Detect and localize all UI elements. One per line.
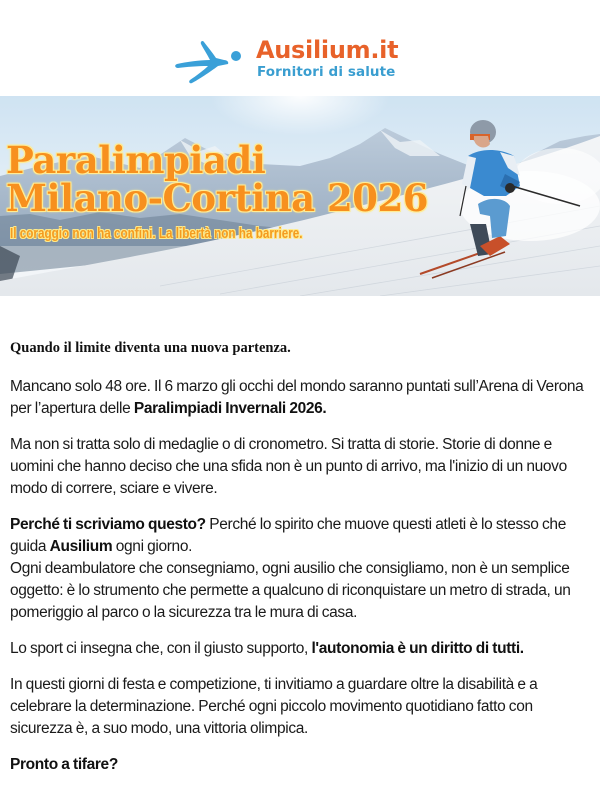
- paragraph-why: Perché ti scriviamo questo? Perché lo spirito che muove questi atleti è lo stesso che guida Ausilium ogni giorno. Ogni deambulatore che consegniamo, ogni ausilio che consigliamo, non è un semplice oggetto: è lo strumento che permette a qualcuno di riconquistare un metro di strada, un pomeriggio al parco o la sicurezza tra le mura di casa.: [10, 516, 571, 621]
- why-question: Perché ti scriviamo questo?: [10, 516, 206, 533]
- logo-title: Ausilium.it: [256, 36, 399, 64]
- paragraph-autonomy: Lo sport ci insegna che, con il giusto supporto, l'autonomia è un diritto di tutti.: [10, 640, 524, 657]
- logo-tagline: Fornitori di salute: [257, 64, 396, 80]
- autonomy-statement: l'autonomia è un diritto di tutti.: [311, 640, 524, 657]
- intro-heading: Quando il limite diventa una nuova partenza.: [10, 340, 291, 356]
- brand-name: Ausilium: [49, 538, 113, 555]
- event-name: Paralimpiadi Invernali 2026.: [133, 400, 327, 417]
- banner-subtitle: Il coraggio non ha confini. La libertà non ha barriere.: [10, 225, 303, 242]
- email-body: [10, 338, 590, 776]
- closing-question: Pronto a tifare?: [10, 756, 118, 773]
- email-header: [0, 0, 600, 96]
- hero-banner[interactable]: [0, 96, 600, 296]
- swoosh-figure-icon: [174, 36, 254, 86]
- banner-title-line-1: Paralimpiadi: [6, 138, 266, 182]
- paragraph-invitation: In questi giorni di festa e competizione, ti invitiamo a guardare oltre la disabilità e a celebrare la determinazione. Perché ogni piccolo movimento quotidiano fatto con sicurezza è, a suo modo, una vittoria olimpica.: [10, 676, 538, 737]
- banner-title-line-2: Milano-Cortina 2026: [6, 176, 428, 220]
- paragraph-stories: Ma non si tratta solo di medaglie o di cronometro. Si tratta di storie. Storie di donne e uomini che hanno deciso che una sfida non è un punto di arrivo, ma l'inizio di un nuovo modo di correre, sciare e vivere.: [10, 436, 567, 497]
- paragraph-countdown: Mancano solo 48 ore. Il 6 marzo gli occhi del mondo saranno puntati sull’Arena di Verona per l’apertura delle Paralimpiadi Invernali 2026.: [10, 378, 584, 417]
- brand-logo[interactable]: [174, 36, 404, 86]
